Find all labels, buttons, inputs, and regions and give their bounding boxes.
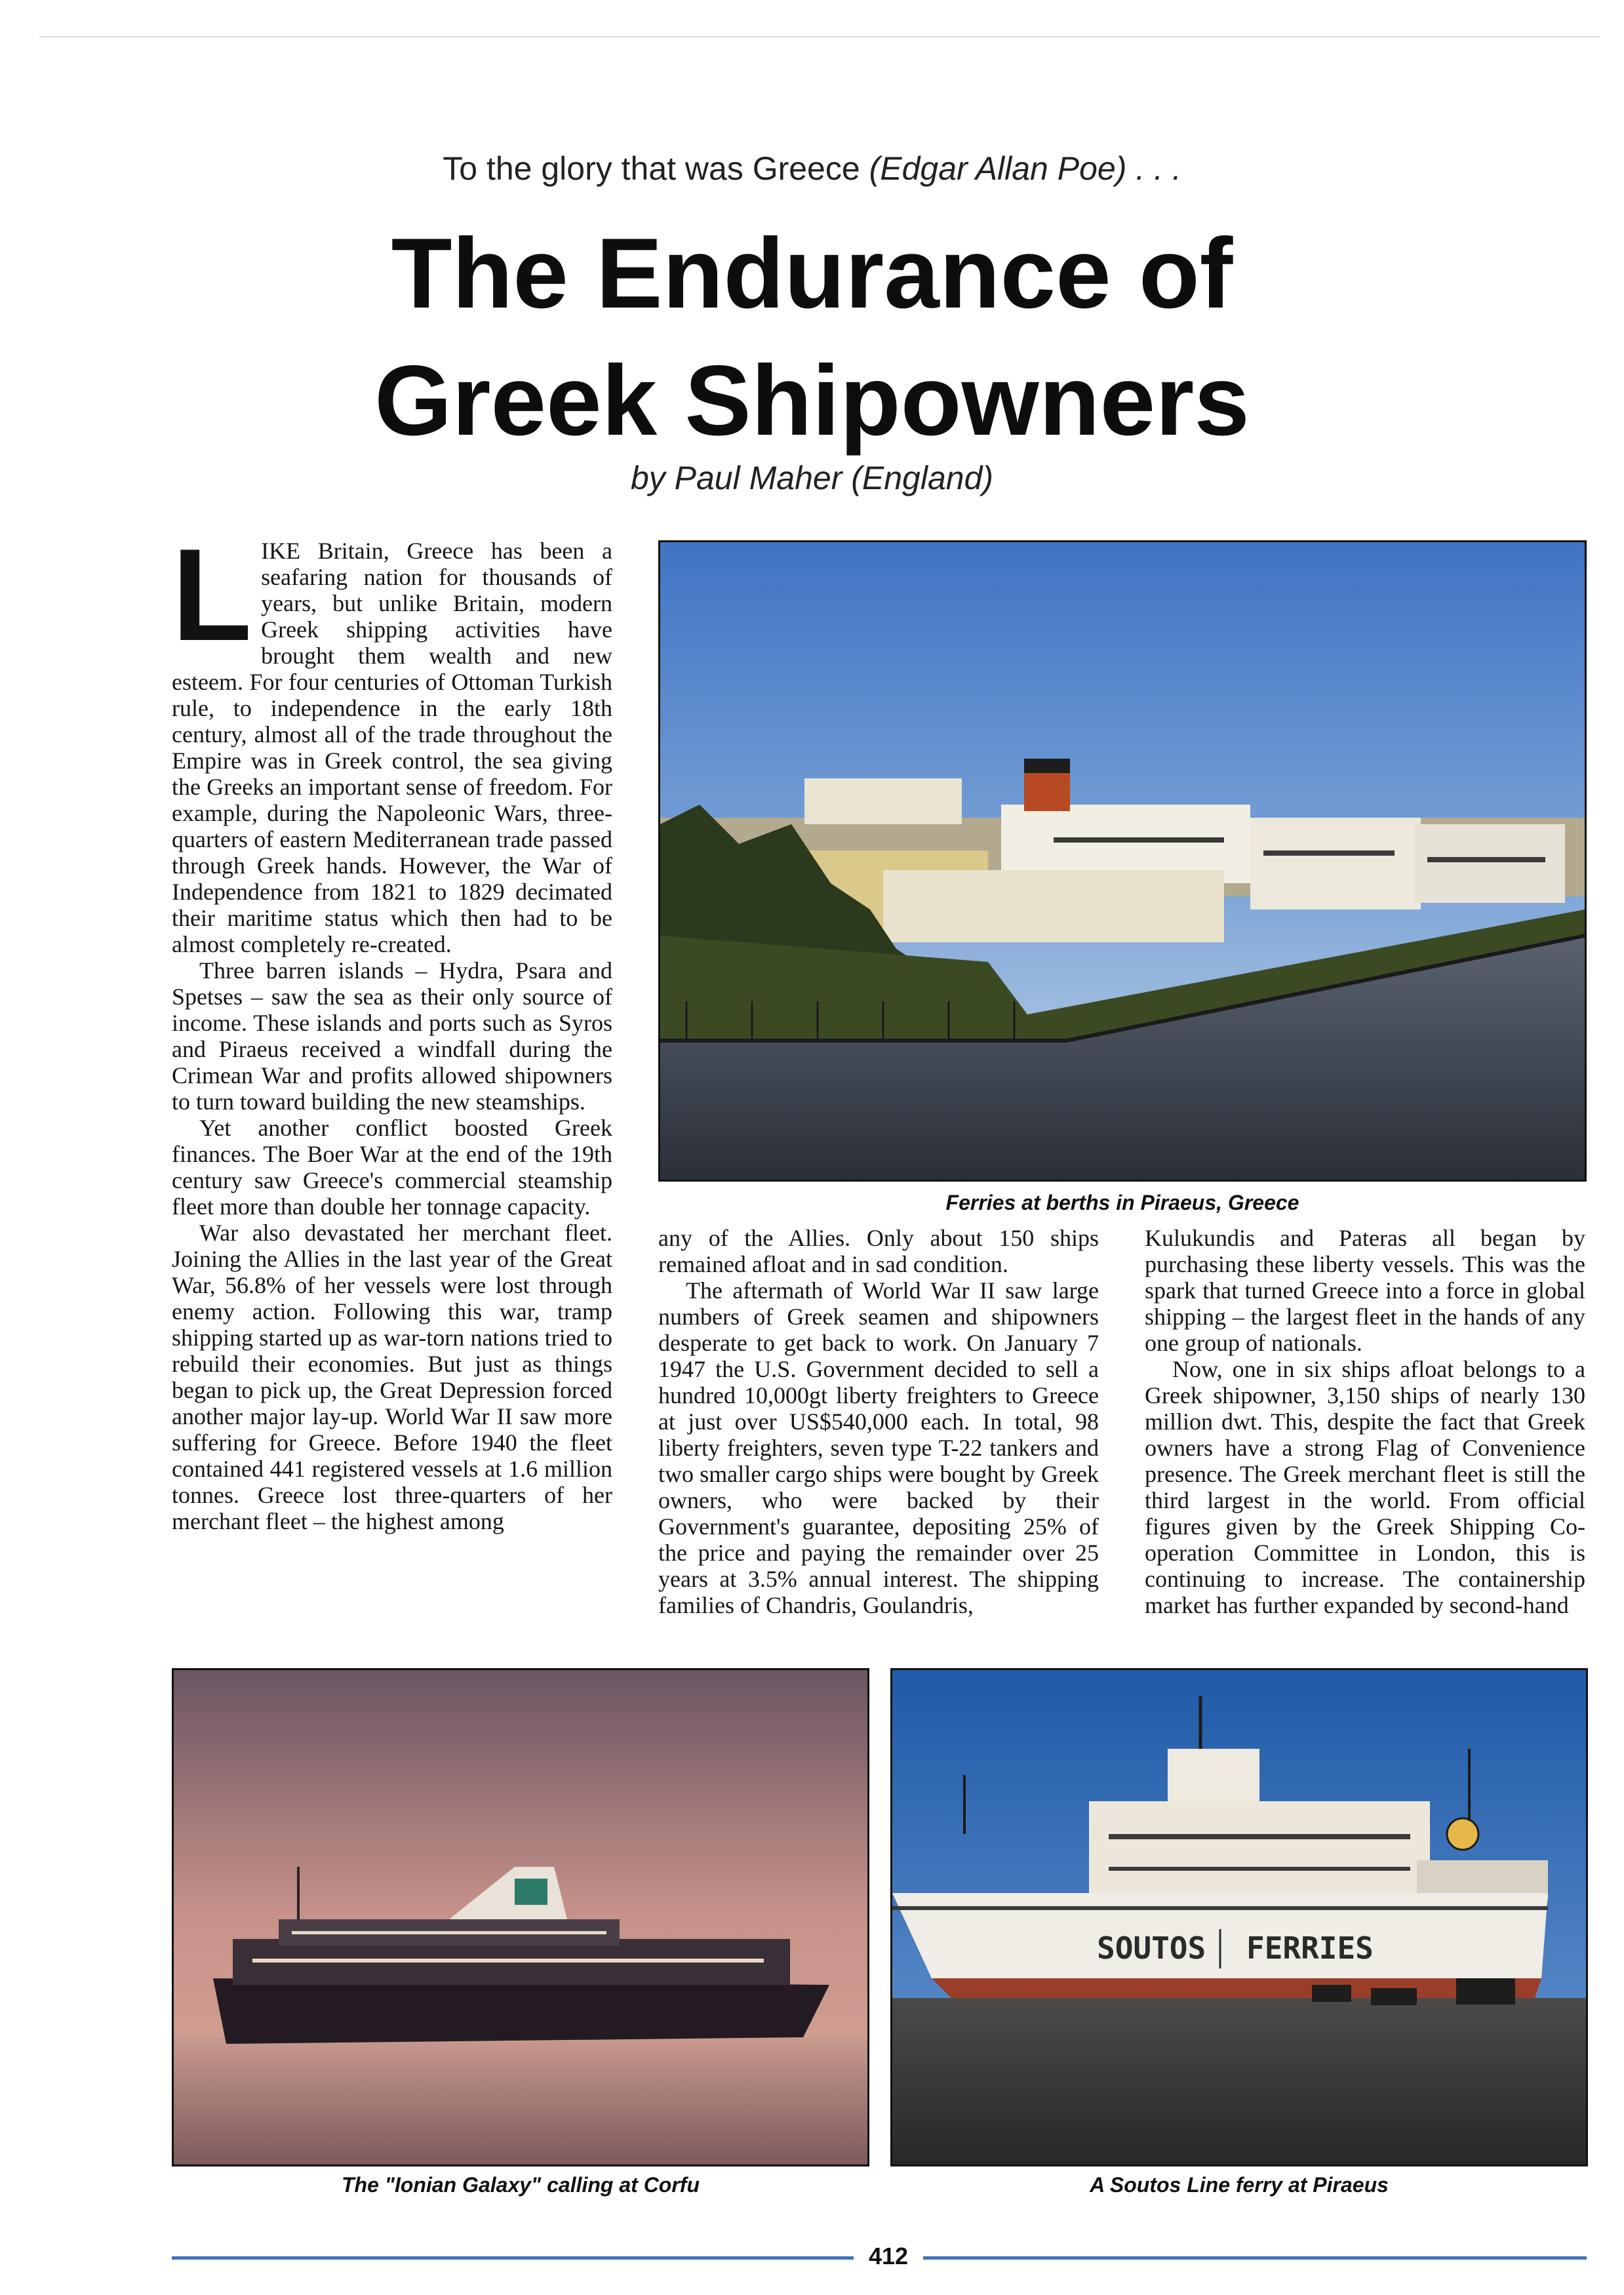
paragraph: Yet another conflict boosted Greek finances. The Boer War at the end of the 19th century saw Greece's commercial steamship fleet more than double her tonnage capacity. xyxy=(172,1115,612,1220)
paragraph: LIKE Britain, Greece has been a seafaring nation for thousands of years, but unlike Britain, modern Greek shipping activities have brought them wealth and new esteem. For four centuries of Ottoman Turkish rule, to independence in the early 18th century, almost all of the trade throughout the Empire was in Greek control, the sea giving the Greeks an important sense of freedom. For example, during the Napoleonic Wars, three-quarters of eastern Mediterranean trade passed through Greek hands. However, the War of Independence from 1821 to 1829 decimated their maritime status which then had to be almost completely re-created. xyxy=(172,522,612,957)
paragraph: The aftermath of World War II saw large numbers of Greek seamen and shipowners desperate to get back to work. On January 7 1947 the U.S. Government decided to sell a hundred 10,000gt liberty freighters to Greece at just over US$540,000 each. In total, 98 liberty freighters, seven type T-22 tankers and two smaller cargo ships were bought by Greek owners, who were backed by their Government's guarantee, depositing 25% of the price and paying the remainder over 25 years at 3.5% annual interest. The shipping families of Chandris, Goulandris, xyxy=(658,1277,1099,1618)
paragraph: Kulukundis and Pateras all began by purchasing these liberty vessels. This was the spark that turned Greece into a force in global shipping – the largest fleet in the hands of any one group of nationals. xyxy=(1145,1225,1585,1356)
kicker xyxy=(0,150,1624,188)
top-rule xyxy=(39,36,1600,37)
page-number: 412 xyxy=(868,2243,909,2269)
byline: by Paul Maher (England) xyxy=(630,460,994,496)
paragraph: Now, one in six ships afloat belongs to a Greek shipowner, 3,150 ships of nearly 130 million dwt. This, despite the fact that Greek owners have a strong Flag of Convenience presence. The Greek merchant fleet is still the third largest in the world. From official figures given by the Greek Shipping Co-operation Committee in London, this is continuing to increase. The containership market has further expanded by second-hand xyxy=(1145,1356,1585,1618)
caption-bottom-right-photo: A Soutos Line ferry at Piraeus xyxy=(1090,2173,1389,2197)
ionian-galaxy-illustration xyxy=(174,1670,867,2165)
kicker-text: To the glory that was Greece xyxy=(443,150,869,187)
soutos-ferry-illustration xyxy=(892,1670,1586,2165)
paragraph: Three barren islands – Hydra, Psara and Spetses – saw the sea as their only source of income. These islands and ports such as Syros and Piraeus received a windfall during the Crimean War and profits allowed shipowners to turn toward building the new steamships. xyxy=(172,957,612,1115)
footer-rule-right xyxy=(923,2256,1587,2260)
photo-soutos-ferry xyxy=(890,1668,1588,2166)
kicker-quote-source: (Edgar Allan Poe) . . . xyxy=(869,150,1181,187)
caption-top-photo: Ferries at berths in Piraeus, Greece xyxy=(945,1191,1299,1214)
dropcap: L xyxy=(172,522,252,668)
paragraph: War also devastated her merchant fleet. Joining the Allies in the last year of the Great War, 56.8% of her vessels were lost through enemy action. Following this war, tramp shipping started up as war-torn nations tried to rebuild their economies. But just as things began to pick up, the Great Depression forced another major lay-up. World War II saw more suffering for Greece. Before 1940 the fleet contained 441 registered vessels at 1.6 million tonnes. Greece lost three-quarters of her merchant fleet – the highest among xyxy=(172,1220,612,1534)
footer-rule-left xyxy=(172,2256,854,2260)
paragraph: any of the Allies. Only about 150 ships remained afloat and in sad condition. xyxy=(658,1225,1099,1277)
hull-text-soutos: SOUTOS xyxy=(1097,1930,1206,1966)
article-column-3 xyxy=(1145,1225,1585,1658)
photo-piraeus-ferries xyxy=(658,540,1587,1182)
title-line-2: Greek Shipowners xyxy=(374,345,1250,456)
caption-bottom-left-photo: The "Ionian Galaxy" calling at Corfu xyxy=(342,2173,700,2197)
photo-ionian-galaxy xyxy=(172,1668,869,2166)
hull-text-ferries: FERRIES xyxy=(1246,1930,1374,1966)
article-column-1 xyxy=(172,522,612,1652)
page-title xyxy=(0,210,1624,464)
article-column-2 xyxy=(658,1225,1099,1658)
title-line-1: The Endurance of xyxy=(391,218,1233,329)
ferries-harbour-illustration xyxy=(660,542,1585,1180)
